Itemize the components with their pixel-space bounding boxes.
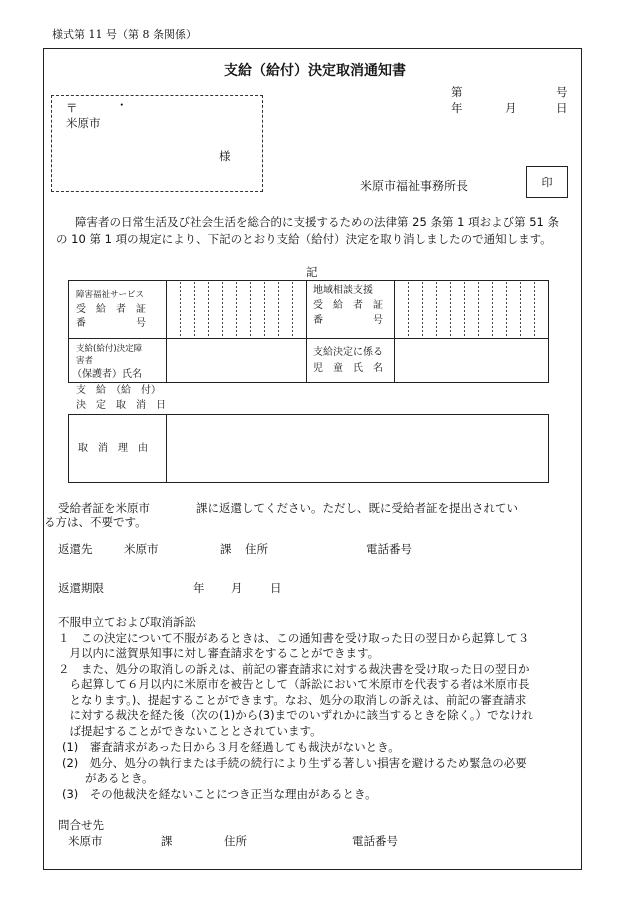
date-year: 年 — [451, 101, 463, 115]
issuer: 米原市福祉事務所長 — [360, 179, 469, 193]
appeal-title: 不服申立ておよび取消訴訟 — [58, 615, 196, 629]
consult-label-3: 番 号 — [313, 315, 383, 326]
return-to-city: 米原市 — [124, 542, 159, 556]
person-label-2: 害者 — [76, 356, 94, 366]
person-label-3: （保護者）氏名 — [72, 369, 142, 380]
return-to-label: 返還先 — [58, 542, 93, 556]
appeal-line-3: ２ また、処分の取消しの訴えは、前記の審査請求に対する裁決書を受け取った日の翌日か — [58, 662, 530, 676]
child-label-2: 児 童 氏 名 — [313, 363, 383, 374]
inquiry-label: 問合せ先 — [58, 818, 104, 832]
appeal-line-11: (3) その他裁決を経ないことにつき正当な理由があるとき。 — [62, 787, 377, 801]
reason-label: 取 消 理 由 — [78, 443, 148, 454]
date-month: 月 — [505, 101, 517, 115]
postal-separator: ・ — [116, 98, 128, 112]
child-label-1: 支給決定に係る — [313, 347, 383, 358]
appeal-line-5: となります。)、提起することができます。なお、処分の取消しの訴えは、前記の審査請求 — [58, 693, 527, 707]
svc-label-1: 受 給 者 証 — [76, 304, 146, 315]
addressee-city: 米原市 — [66, 116, 101, 130]
return-line-1: 受給者証を米原市 課に返還してください。ただし、既に受給者証を提出されてい — [58, 501, 518, 515]
appeal-line-7: ば提起することができないこととされています。 — [58, 724, 322, 738]
addressee-suffix: 様 — [219, 149, 231, 163]
person-label-1: 支給(給付)決定障 — [76, 344, 143, 354]
inquiry-city: 米原市 — [68, 834, 103, 848]
return-to-address-label: 住所 — [245, 542, 268, 556]
inquiry-address-label: 住所 — [224, 834, 247, 848]
appeal-line-10: があるとき。 — [62, 771, 154, 785]
appeal-line-6: に対する裁決を経た後（次の(1)から(3)までのいずれかに該当するときを除く。）でなけれ — [58, 708, 534, 722]
date-day: 日 — [556, 101, 568, 115]
inquiry-phone-label: 電話番号 — [352, 834, 398, 848]
deadline-year: 年 — [193, 581, 205, 595]
number-prefix: 第 — [451, 85, 463, 99]
cancel-date-label-1: 支 給 （給 付） — [76, 385, 161, 396]
return-to-dept: 課 — [220, 542, 232, 556]
appeal-line-8: (1) 審査請求があった日から３月を経過しても裁決がないとき。 — [62, 740, 400, 754]
deadline-day: 日 — [270, 581, 282, 595]
svc-label-2: 番 号 — [76, 318, 146, 329]
appeal-line-4: ら起算して６月以内に米原市を被告として（訴訟において米原市を代表する者は米原市長 — [58, 677, 530, 691]
intro-line-2: の 10 第 1 項の規定により、下記のとおり支給（給付）決定を取り消しましたので通知します。 — [56, 232, 552, 246]
return-line-2: る方は、不要です。 — [44, 515, 147, 529]
page-title: 支給（給付）決定取消通知書 — [224, 63, 406, 79]
seal-text: 印 — [541, 176, 553, 189]
svc-label-small: 障害福祉サービス — [76, 290, 145, 300]
cancel-date-label-2: 決 定 取 消 日 — [76, 400, 166, 411]
form-number: 様式第 11 号（第 8 条関係） — [52, 28, 197, 41]
inquiry-dept: 課 — [161, 834, 173, 848]
consult-label-2: 受 給 者 証 — [313, 300, 383, 311]
return-to-phone-label: 電話番号 — [366, 542, 412, 556]
postal-mark: 〒 — [66, 101, 78, 115]
appeal-line-9: (2) 処分、処分の執行または手続の続行により生ずる著しい損害を避けるため緊急の必要 — [62, 756, 527, 770]
ki-heading: 記 — [306, 265, 318, 279]
appeal-line-2: 月以内に滋賀県知事に対し審査請求をすることができます。 — [58, 646, 380, 660]
consult-label-1: 地域相談支援 — [313, 285, 373, 296]
intro-line-1: 障害者の日常生活及び社会生活を総合的に支援するための法律第 25 条第 1 項および第 51 条 — [75, 215, 560, 229]
number-suffix: 号 — [556, 85, 568, 99]
deadline-label: 返還期限 — [58, 581, 104, 595]
deadline-month: 月 — [231, 581, 243, 595]
appeal-line-1: １ この決定について不服があるときは、この通知書を受け取った日の翌日から起算して３ — [58, 631, 530, 645]
